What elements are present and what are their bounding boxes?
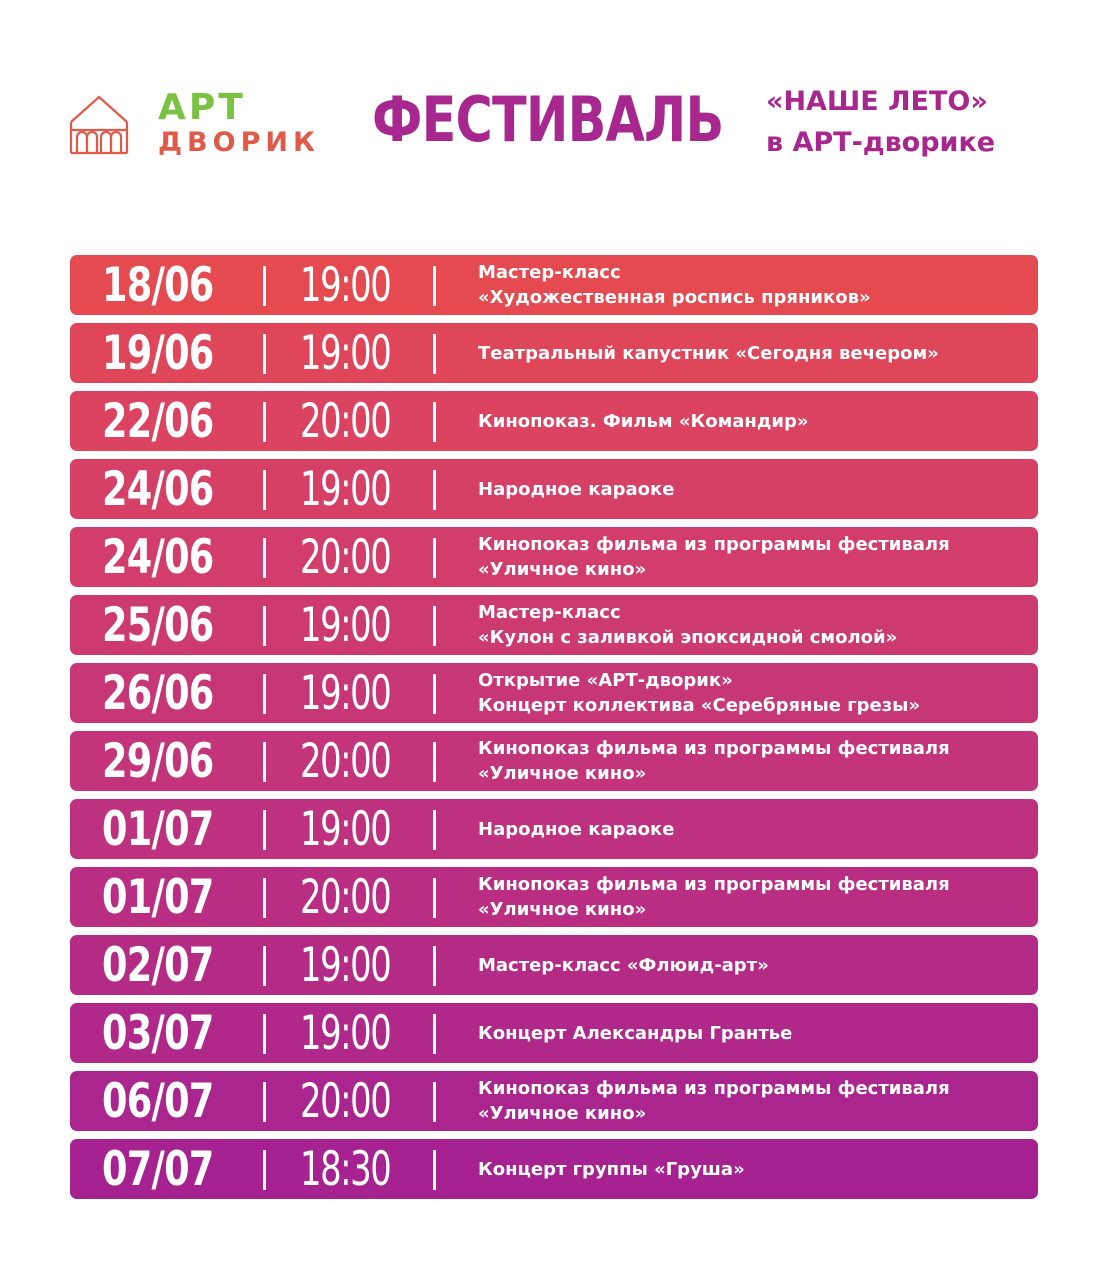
separator <box>263 1014 266 1054</box>
event-description <box>478 1071 1018 1131</box>
event-description <box>478 323 1018 383</box>
event-date: 25/06 <box>102 598 214 653</box>
event-date: 18/06 <box>102 258 214 313</box>
logo-text-art: АРТ <box>158 87 246 128</box>
festival-subtitle-name: «НАШЕ ЛЕТО» <box>766 86 988 117</box>
event-description <box>478 1003 1018 1063</box>
house-logo-icon <box>68 92 130 156</box>
event-date: 26/06 <box>102 666 214 721</box>
event-description-line: Кинопоказ. Фильм «Командир» <box>478 410 809 432</box>
event-date: 03/07 <box>102 1006 214 1061</box>
separator <box>433 538 436 578</box>
event-description-line: «Уличное кино» <box>478 899 647 920</box>
event-description <box>478 255 1018 315</box>
event-description-line: «Уличное кино» <box>478 1103 647 1124</box>
separator <box>433 878 436 918</box>
event-row <box>70 391 1038 451</box>
event-time: 20:00 <box>300 530 391 585</box>
separator <box>263 538 266 578</box>
event-description-line: Концерт группы «Груша» <box>478 1158 745 1180</box>
separator <box>433 810 436 850</box>
event-description <box>478 1139 1018 1199</box>
event-time: 19:00 <box>300 1006 391 1061</box>
separator <box>263 810 266 850</box>
event-row <box>70 527 1038 587</box>
event-time: 20:00 <box>300 394 391 449</box>
event-row <box>70 459 1038 519</box>
separator <box>433 606 436 646</box>
event-row <box>70 663 1038 723</box>
separator <box>263 402 266 442</box>
event-description-line: «Кулон с заливкой эпоксидной смолой» <box>478 627 898 648</box>
event-date: 02/07 <box>102 938 214 993</box>
event-date: 06/07 <box>102 1074 214 1129</box>
separator <box>263 878 266 918</box>
event-description-line: Народное караоке <box>478 478 675 500</box>
separator <box>263 674 266 714</box>
event-description-line: Театральный капустник «Сегодня вечером» <box>478 342 939 364</box>
event-description <box>478 595 1018 655</box>
separator <box>433 1150 436 1190</box>
event-description-line: Кинопоказ фильма из программы фестиваля <box>478 534 950 555</box>
event-description-line: Народное караоке <box>478 818 675 840</box>
event-time: 19:00 <box>300 938 391 993</box>
event-time: 19:00 <box>300 462 391 517</box>
festival-subtitle-venue: в АРТ-дворике <box>766 127 996 158</box>
event-time: 20:00 <box>300 1074 391 1129</box>
event-date: 22/06 <box>102 394 214 449</box>
event-date: 19/06 <box>102 326 214 381</box>
event-row <box>70 935 1038 995</box>
separator <box>263 606 266 646</box>
separator <box>433 266 436 306</box>
event-time: 19:00 <box>300 802 391 857</box>
event-description-line: Концерт Александры Грантье <box>478 1022 793 1044</box>
event-description-line: «Художественная роспись пряников» <box>478 287 871 308</box>
event-row <box>70 323 1038 383</box>
event-description <box>478 391 1018 451</box>
event-time: 19:00 <box>300 258 391 313</box>
event-description-line: Кинопоказ фильма из программы фестиваля <box>478 1078 950 1099</box>
event-row <box>70 731 1038 791</box>
event-date: 29/06 <box>102 734 214 789</box>
event-time: 19:00 <box>300 598 391 653</box>
festival-title: ФЕСТИВАЛЬ <box>372 83 724 156</box>
event-date: 07/07 <box>102 1142 214 1197</box>
event-row <box>70 1003 1038 1063</box>
event-description <box>478 731 1018 791</box>
event-description-line: Мастер-класс <box>478 262 621 283</box>
event-row <box>70 1071 1038 1131</box>
separator <box>433 946 436 986</box>
separator <box>433 334 436 374</box>
event-date: 24/06 <box>102 530 214 585</box>
event-time: 18:30 <box>300 1142 391 1197</box>
poster-header <box>0 0 1111 230</box>
separator <box>263 1150 266 1190</box>
event-description-line: «Уличное кино» <box>478 763 647 784</box>
event-description-line: Открытие «АРТ-дворик» <box>478 670 733 691</box>
event-description <box>478 935 1018 995</box>
event-row <box>70 595 1038 655</box>
event-description <box>478 867 1018 927</box>
separator <box>433 674 436 714</box>
event-description <box>478 459 1018 519</box>
separator <box>263 742 266 782</box>
separator <box>433 402 436 442</box>
event-date: 01/07 <box>102 870 214 925</box>
event-description-line: Мастер-класс <box>478 602 621 623</box>
event-description-line: Концерт коллектива «Серебряные грезы» <box>478 695 921 716</box>
event-time: 19:00 <box>300 326 391 381</box>
event-description-line: Кинопоказ фильма из программы фестиваля <box>478 874 950 895</box>
separator <box>263 1082 266 1122</box>
separator <box>263 334 266 374</box>
event-description-line: Мастер-класс «Флюид-арт» <box>478 954 769 976</box>
event-description-line: «Уличное кино» <box>478 559 647 580</box>
event-time: 20:00 <box>300 870 391 925</box>
event-date: 01/07 <box>102 802 214 857</box>
separator <box>433 1014 436 1054</box>
event-description-line: Кинопоказ фильма из программы фестиваля <box>478 738 950 759</box>
event-time: 20:00 <box>300 734 391 789</box>
separator <box>263 946 266 986</box>
separator <box>433 742 436 782</box>
event-row <box>70 867 1038 927</box>
event-row <box>70 799 1038 859</box>
separator <box>263 470 266 510</box>
logo-text-dvorik: ДВОРИК <box>158 127 321 158</box>
event-description <box>478 527 1018 587</box>
event-description <box>478 663 1018 723</box>
event-description <box>478 799 1018 859</box>
event-date: 24/06 <box>102 462 214 517</box>
separator <box>263 266 266 306</box>
separator <box>433 1082 436 1122</box>
event-row <box>70 255 1038 315</box>
separator <box>433 470 436 510</box>
event-row <box>70 1139 1038 1199</box>
event-time: 19:00 <box>300 666 391 721</box>
